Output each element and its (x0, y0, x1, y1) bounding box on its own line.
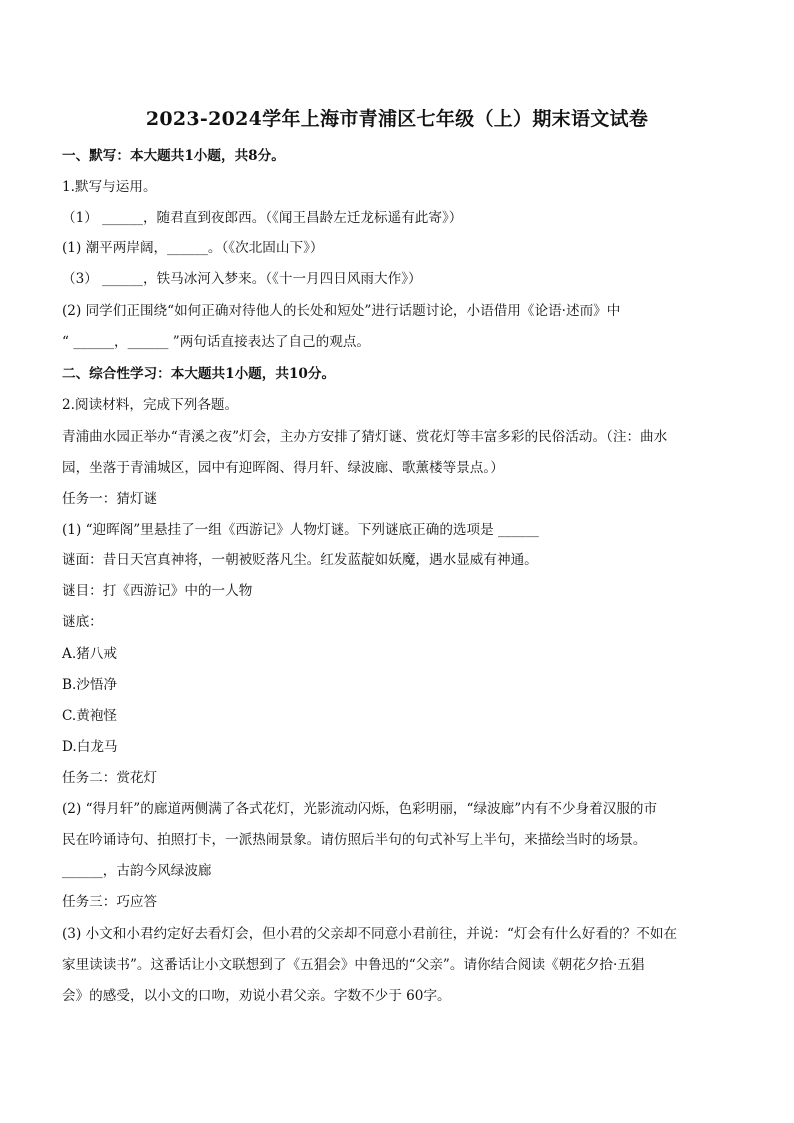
question-2-3-cont-2: 会》的感受，以小文的口吻，劝说小君父亲。字数不少于 60字。 (62, 988, 451, 1004)
exam-title: 2023-2024学年上海市青浦区七年级（上）期末语文试卷 (145, 108, 649, 130)
section-1-heading: 一、默写：本大题共1小题，共8分。 (62, 148, 285, 164)
riddle-answer-label: 谜底： (62, 614, 103, 630)
question-1-stem: 1.默写与运用。 (62, 179, 157, 195)
question-1-item-2: (1) 潮平两岸阔，______。（《次北固山下》） (62, 240, 324, 256)
riddle-category: 谜目：打《西游记》中的一人物 (62, 583, 253, 599)
question-2-2: (2) “得月轩”的廊道两侧满了各式花灯，光影流动闪烁，色彩明丽，“绿波廊”内有不少身着汉服的市 (62, 801, 658, 817)
question-2-2-blank: ______，古韵今风绿波廊 (62, 863, 212, 879)
task-3-heading: 任务三：巧应答 (62, 894, 158, 910)
material-paragraph-cont: 园，坐落于青浦城区，园中有迎晖阁、得月轩、绿波廊、歌薰楼等景点。） (62, 460, 504, 476)
question-1-item-1: （1） ______，随君直到夜郎西。（《闻王昌龄左迁龙标遥有此寄》） (62, 210, 463, 226)
question-1-item-4: (2) 同学们正围绕“如何正确对待他人的长处和短处”进行话题讨论，小语借用《论语·述而》中 (62, 303, 621, 319)
option-b: B.沙悟净 (62, 677, 118, 693)
section-2-heading: 二、综合性学习：本大题共1小题，共10分。 (62, 366, 336, 382)
question-1-item-4-cont: “ ______，______ ”两句话直接表达了自己的观点。 (62, 334, 371, 350)
riddle-text: 谜面：昔日天宫真神将，一朝被贬落凡尘。红发蓝靛如妖魔，遇水显威有神通。 (62, 552, 538, 568)
task-1-heading: 任务一：猜灯谜 (62, 491, 158, 507)
material-paragraph: 青浦曲水园正举办“青溪之夜”灯会，主办方安排了猜灯谜、赏花灯等丰富多彩的民俗活动。（注：曲水 (62, 429, 668, 445)
option-c: C.黄袍怪 (62, 708, 118, 724)
option-a: A.猪八戒 (62, 646, 117, 662)
question-2-3-cont: 家里读读书”。这番话让小文联想到了《五猖会》中鲁迅的“父亲”。请你结合阅读《朝花夕拾·五猖 (62, 957, 645, 973)
question-2-2-cont: 民在吟诵诗句、拍照打卡，一派热闹景象。请仿照后半句的句式补写上半句，来描绘当时的场景。 (62, 832, 647, 848)
question-2-1: (1) “迎晖阁”里悬挂了一组《西游记》人物灯谜。下列谜底正确的选项是 ______ (62, 522, 539, 538)
option-d: D.白龙马 (62, 739, 118, 755)
task-2-heading: 任务二：赏花灯 (62, 770, 158, 786)
question-2-stem: 2.阅读材料，完成下列各题。 (62, 397, 239, 413)
question-1-item-3: （3） ______，铁马冰河入梦来。（《十一月四日风雨大作》） (62, 271, 422, 287)
question-2-3: (3) 小文和小君约定好去看灯会，但小君的父亲却不同意小君前往，并说：“灯会有什么好看的？不如在 (62, 926, 678, 942)
